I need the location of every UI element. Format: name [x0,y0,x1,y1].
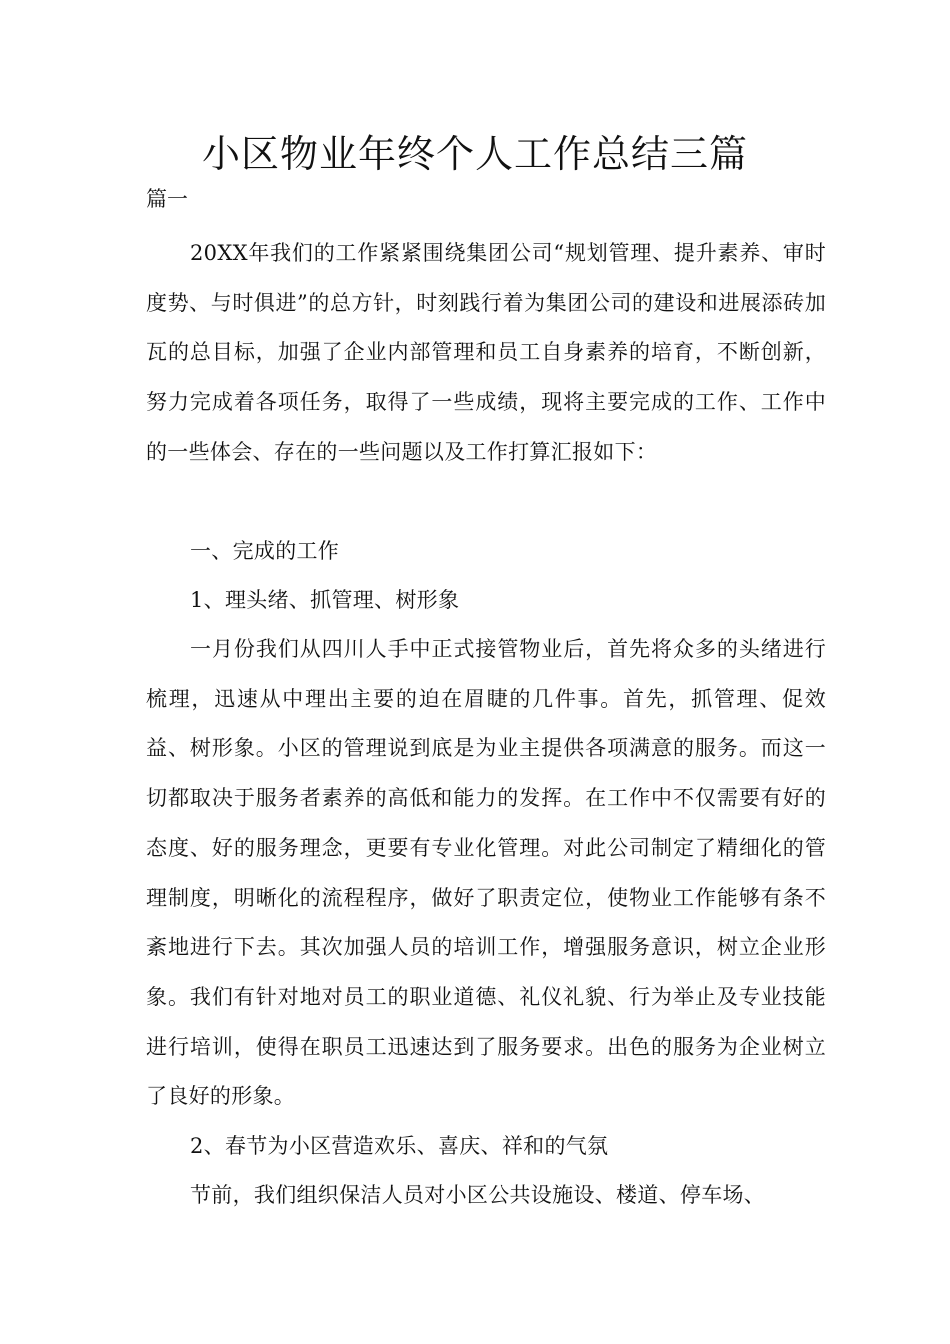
subheading-spring-festival: 2、春节为小区营造欢乐、喜庆、祥和的气氛 [190,1134,609,1158]
paragraph-spring-festival: 节前，我们组织保洁人员对小区公共设施设、楼道、停车场、 [190,1183,766,1207]
heading-completed-work: 一、完成的工作 [190,539,340,563]
intro-paragraph: 20XX年我们的工作紧紧围绕集团公司“规划管理、提升素养、审时度势、与时俱进”的总方针，时刻践行着为集团公司的建设和进展添砖加瓦的总目标，加强了企业内部管理和员工自身素养的培育，不断创新，努力完成着各项任务，取得了一些成绩，现将主要完成的工作、工作中的一些体会、存在的一些问题以及工作打算汇报如下： [146,241,826,464]
paragraph-management: 一月份我们从四川人手中正式接管物业后，首先将众多的头绪进行梳理，迅速从中理出主要的迫在眉睫的几件事。首先，抓管理、促效益、树形象。小区的管理说到底是为业主提供各项满意的服务。而这一切都取决于服务者素养的高低和能力的发挥。在工作中不仅需要有好的态度、好的服务理念，更要有专业化管理。对此公司制定了精细化的管理制度，明晰化的流程程序，做好了职责定位，使物业工作能够有条不紊地进行下去。其次加强人员的培训工作，增强服务意识，树立企业形象。我们有针对地对员工的职业道德、礼仪礼貌、行为举止及专业技能进行培训，使得在职员工迅速达到了服务要求。出色的服务为企业树立了良好的形象。 [146,637,826,1109]
document-title: 小区物业年终个人工作总结三篇 [201,132,748,176]
subheading-management: 1、理头绪、抓管理、树形象 [190,588,460,612]
section-label: 篇一 [146,187,188,211]
